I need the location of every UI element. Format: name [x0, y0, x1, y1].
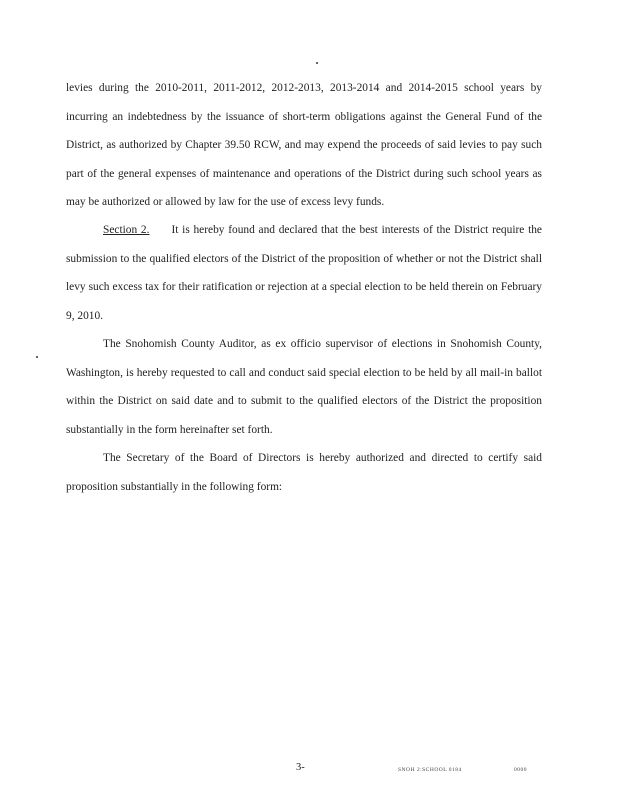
- footer-doc-reference: SNOH 2:SCHOOL 0184: [398, 767, 462, 773]
- paragraph-county-auditor: The Snohomish County Auditor, as ex officio supervisor of elections in Snohomish County, Washington, is hereby requested to call and conduct said special election to be held by all mail-in ballot within the District on said date and to submit to the qualified electors of the District the proposition substantially in the form hereinafter set forth.: [66, 338, 542, 436]
- paragraph-secretary: The Secretary of the Board of Directors is hereby authorized and directed to certify said proposition substantially in the following form:: [66, 452, 542, 493]
- scan-speck: [36, 356, 38, 358]
- paragraph-section-2: [66, 216, 542, 330]
- page-number: 3-: [296, 762, 305, 773]
- paragraph-levy-years: levies during the 2010-2011, 2011-2012, 2012-2013, 2013-2014 and 2014-2015 school years by incurring an indebtedness by the issuance of short-term obligations against the General Fund of the District, as authorized by Chapter 39.50 RCW, and may expend the proceeds of said levies to pay such part of the general expenses of maintenance and operations of the District during such school years as may be authorized or allowed by law for the use of excess levy funds.: [66, 82, 542, 208]
- scan-speck: [316, 62, 318, 64]
- section-2-body: It is hereby found and declared that the best interests of the District require the submission to the qualified electors of the District of the proposition of whether or not the District shall levy such excess tax for their ratification or rejection at a special election to be held therein on February 9, 2010.: [66, 224, 542, 322]
- section-2-heading: Section 2.: [103, 224, 150, 236]
- footer-doc-code: 0000: [514, 767, 527, 773]
